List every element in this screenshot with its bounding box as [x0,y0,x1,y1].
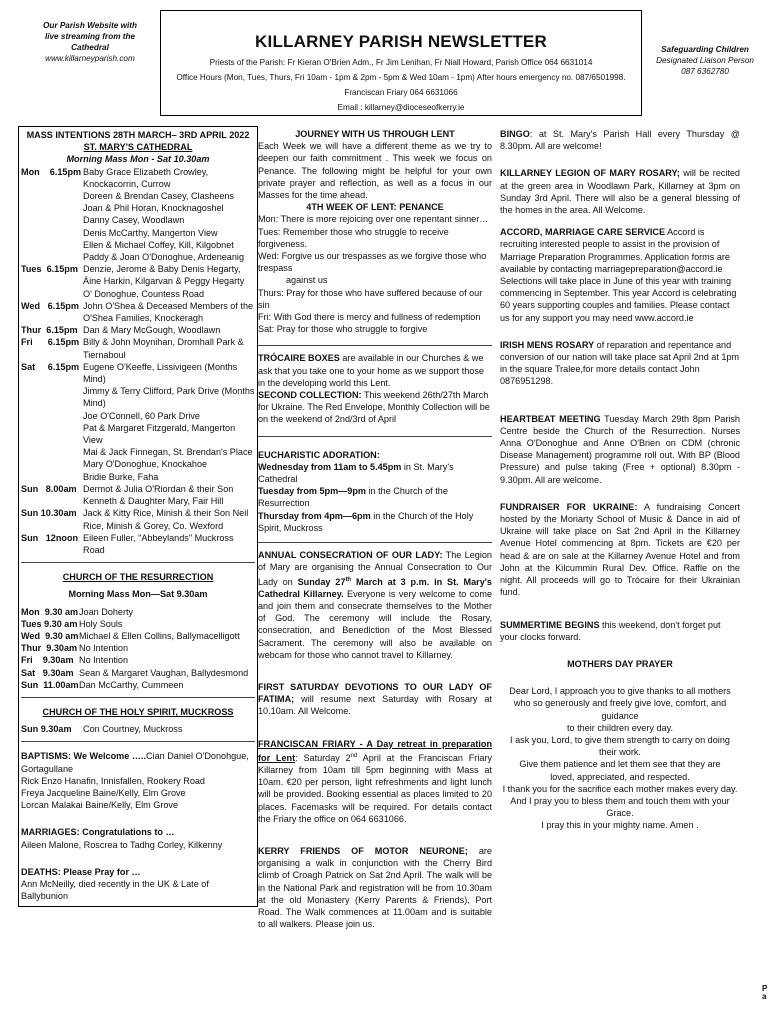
week-title: 4TH WEEK OF LENT: PENANCE [306,202,444,213]
mass-time: Fri 6.15pm [21,337,80,348]
mass-time [21,202,83,214]
email-line[interactable]: Email : killarney@dioceseofkerry.ie [337,103,465,112]
cathedral-subheading: Morning Mass Mon - Sat 10.30am [66,154,210,165]
prayer-line: loved, appreciated, and respected. [550,771,690,782]
mass-time [21,214,83,226]
mass-intention: Con Courtney, Muckross [83,724,183,735]
mass-intention: Eugene O'Keeffe, Lissivigeen (Months Mind) [83,361,238,385]
mass-intention: John O'Shea & Deceased Members of the O'Shea Families, Knockeragh [83,300,254,324]
resurrection-subheading: Morning Mass Mon—Sat 9.30am [68,589,208,600]
consecration-march: March at 3 p.m. in St. Mary's Cathedral Killarney. [258,576,492,599]
mass-title: MASS INTENTIONS 28TH MARCH– 3RD APRIL 2022 [26,130,250,140]
website-note [20,20,160,64]
baptism-3: Freya Jacqueline Baine/Kelly, Elm Grove [21,787,186,798]
list-item [21,202,255,214]
mass-time: Sun 10.30am [21,508,77,519]
euch-1-time: Wednesday from 11am to 5.45pm [258,461,402,472]
irish-rosary-label: IRISH MENS ROSARY [500,339,595,350]
baptism-1: Cian Daniel O'Donohgue, Gortagullane [21,751,249,774]
list-item [21,606,255,618]
safeguarding-phone: 087 6362780 [681,67,729,76]
mass-time: Wed 9.30 am [21,630,79,641]
list-item [21,458,255,470]
mass-intention: Jimmy & Terry Clifford, Park Drive (Months Mind) [83,386,255,409]
journey-title: JOURNEY WITH US THROUGH LENT [295,129,455,139]
mass-time: Tues 6.15pm [21,264,78,275]
irish-rosary-text: of reparation and repentance and conversion of our nation will take place sat April 2nd at 1pm in the square Tralee,for more details contact John 0876951298. [500,339,740,387]
mass-intention: Ellen & Michael Coffey, Kill, Kilgobnet [83,239,234,250]
safeguarding-title: Safeguarding Children [661,45,749,54]
friary-sup: nd [350,752,358,759]
marriage-1: Aileen Malone, Roscrea to Tadhg Corley, Kilkenny [21,839,223,850]
motor-neurone-label: KERRY FRIENDS OF MOTOR NEURONE; [258,846,468,857]
legion-text: will be recited at the green area in Woodlawn Park, Killarney at 3pm on Sunday 3rd April. There will also be a general blessing of the homes in the area. All Welcome. [500,168,740,216]
accord-text: Accord is recruiting interested people to assist in the provision of Marriage Preparation Programmes. Application forms are available by contacting marriagepreparation@accord.ie Selections will take place in June of this year with training commencing in September. This year Accord is celebrating 60 years supporting couples and families. Please contact us for any support you may need www.accord.ie [500,227,737,323]
mass-intention: Denzie, Jerome & Baby Denis Hegarty, Áine Harkin, Kilgarvan & Peggy Hegarty O' Donoghue, Countess Road [83,264,245,299]
list-item [21,410,255,422]
list-item [21,214,255,226]
mass-intention: Dermot & Julia O'Riordan & their Son Kenneth & Daughter Mary, Fair Hill [83,483,234,507]
mass-time: Fri 9.30am [21,655,74,666]
theme-fri: Fri: With God there is mercy and fullness of redemption [258,312,481,323]
consecration-text-1: The Legion of Mary are organising the Annual Consecration to Our Lady on [258,550,492,587]
mass-time [21,190,83,202]
mass-time: Thur 9.30am [21,643,78,654]
accord-label: ACCORD, MARRIAGE CARE SERVICE [500,227,666,238]
safeguarding-role: Designated Liaison Person [656,56,754,65]
list-item [21,324,255,336]
journey-text: Each Week we will have a different theme as we try to deepen our faith commitment . This week we focus on Penance. The following might be helpful for your own private prayer and reflection, as well as a focus in our Masses for the time ahead. [258,141,492,201]
prayer-title: MOTHERS DAY PRAYER [567,658,673,669]
mass-time [21,227,83,239]
mass-intention: Danny Casey, Woodlawn [83,215,185,226]
mass-intention: Mai & Jack Finnegan, St. Brendan's Place [83,447,253,458]
safeguarding-note [650,44,760,77]
holy-spirit-heading: CHURCH OF THE HOLY SPIRIT, MUCKROSS [42,706,234,717]
prayer-line: I ask you, Lord, to give them strength to carry on doing their work. [510,734,730,758]
summertime-text: this weekend, don't forget put your clocks forward. [500,619,721,642]
fatima-label: FIRST SATURDAY DEVOTIONS TO OUR LADY OF FATIMA; [258,681,492,705]
prayer-line: Dear Lord, I approach you to give thanks to all mothers [509,686,731,697]
trocaire-label: TRÓCAIRE BOXES [258,353,340,364]
mass-intention: Dan & Mary McGough, Woodlawn [83,325,221,336]
list-item [21,630,255,642]
theme-thurs: Thurs: Pray for those who have suffered because of our sin [258,287,483,310]
summertime-label: SUMMERTIME BEGINS [500,619,600,630]
death-1: Ann McNeilly, died recently in the UK & Late of Ballybunion [21,878,209,902]
list-item [21,723,255,735]
ukraine-label: FUNDRAISER FOR UKRAINE: [500,501,638,512]
mass-time: Mon 9.30 am [21,606,79,617]
resurrection-heading: CHURCH OF THE RESURRECTION [62,572,214,583]
bingo-text: : at St. Mary's Parish Hall every Thursday @ 8.30pm. All are welcome! [500,129,740,152]
mass-intention: Billy & John Moynihan, Dromhall Park & Tiernaboul [83,337,244,360]
website-line-1: Our Parish Website with [42,21,138,30]
mass-time [21,471,83,483]
list-item [21,239,255,251]
mass-intention: Baby Grace Elizabeth Crowley, Knockacorrin, Currow [83,166,209,189]
baptism-2: Rick Enzo Hanafin, Innisfallen, Rookery Road [21,775,205,786]
list-item [21,251,255,263]
mass-intention: Joan & Phil Horan, Knocknagoshel [83,203,224,214]
mass-time [21,422,83,446]
mass-time [21,458,83,470]
heartbeat-label: HEARTBEAT MEETING [500,413,601,424]
priests-line: Priests of the Parish: Fr Kieran O'Brien Adm., Fr Jim Lenihan, Fr Niall Howard, Parish Office 064 6631014 [209,58,593,67]
list-item [21,422,255,446]
fatima-text: will resume next Saturday with Rosary at 10.10am. All Welcome. [258,694,492,717]
list-item [21,166,255,190]
mass-intention: Sean & Margaret Vaughan, Ballydesmond [79,667,249,678]
list-item [21,667,255,679]
mass-intention: Paddy & Joan O'Donoghue, Ardeneanig [83,252,244,263]
legion-label: KILLARNEY LEGION OF MARY ROSARY; [500,168,680,179]
mass-time: Sat 6.15pm [21,361,80,372]
list-item [21,483,255,507]
list-item [21,532,255,556]
prayer-line: to their children every day. [567,722,673,733]
euch-3-time: Thursday from 4pm—6pm [258,510,371,521]
cathedral-heading: ST. MARY'S CATHEDRAL [83,142,193,153]
list-item [21,642,255,654]
mass-intentions-column [18,126,258,907]
middle-column [258,128,492,930]
list-item [21,227,255,239]
consecration-date: Sunday 27 [297,576,346,587]
eucharistic-label: EUCHARISTIC ADORATION: [258,449,380,460]
mass-time: Wed 6.15pm [21,300,79,311]
edge-fragment: P a [762,984,768,1001]
prayer-line: Give them patience and let them see that they are [519,759,721,770]
prayer-line: I thank you for the sacrifice each mother makes every day. [502,783,738,794]
mass-intention: Doreen & Brendan Casey, Clasheens [83,191,234,202]
mass-time: Sun 12noon [21,532,79,543]
list-item [21,507,255,531]
mass-intention: Mary O'Donoghue, Knockahoe [83,459,208,470]
friary-text-1: : Saturday 2 [295,752,351,763]
euch-2-place: in the Church of the Resurrection [258,486,448,509]
mass-intention: Jack & Kitty Rice, Minish & their Son Neil Rice, Minish & Gorey, Co. Wexford [83,508,249,531]
ukraine-text: A fundraising Concert hosted by the Moriarty School of Music & Dance in aid of Ukraine will take place on Sat 2nd April in the Killarney Avenue Hotel commencing at 8pm. Tickets are €20 per head & are on sale at the Killarney Avenue Hotel and from John at the Kilcummin Rural Dev. Office. Raffle on the night. All proceeds will go to Trócaire for their Ukrainian fund. [500,501,740,598]
mass-intention: No Intention [79,655,129,666]
theme-tues: Tues: Remember those who struggle to receive forgiveness. [258,226,449,249]
mass-intention: Joe O'Connell, 60 Park Drive [83,410,200,421]
consecration-label: ANNUAL CONSECRATION OF OUR LADY: [258,550,443,561]
website-url[interactable]: www.killarneyparish.com [45,54,135,63]
theme-mon: Mon: There is more rejoicing over one repentant sinner… [258,214,489,225]
mass-time [21,446,83,458]
mass-intention: Holy Souls [79,618,123,629]
consecration-sup: th [345,576,352,583]
mass-time [21,410,83,422]
trocaire-text: are available in our Churches & we ask that you take one to your home as we support those in the developing world this Lent. [258,353,484,388]
mass-time: Sun 8.00am [21,483,77,494]
theme-wed-2: against us [286,275,328,286]
second-collection-label: SECOND COLLECTION: [258,390,362,401]
prayer-line: And I pray you to bless them and touch them with your Grace. [510,795,730,819]
prayer-line: who so generously and freely give love, comfort, and guidance [513,698,727,721]
mass-intention: Pat & Margaret Fitzgerald, Mangerton View [83,422,236,446]
mass-time [21,251,83,263]
list-item [21,654,255,666]
mass-intention: Michael & Ellen Collins, Ballymacelligott [79,630,240,641]
list-item [21,385,255,409]
friary-text-2: April at the Franciscan Friary Killarney from 10am till 5pm beginning with Mass at 10am. €20 per person, light refreshments and light lunch will be provided. Booking essential as places limited to 20 places. Facemasks will be required. For details contact the Friary the office on 064 6631066. [258,752,492,824]
prayer-line: I pray this in your mighty name. Amen . [541,820,699,831]
resurrection-intentions [21,606,255,691]
mass-intention: Joan Doherty [79,606,134,617]
second-collection-text: This weekend 26th/27th March for Ukraine. The Red Envelope, Monthly Collection will be on the weekend of 2nd/3rd of April [258,390,490,425]
mass-time: Sun 9.30am [21,724,72,735]
page-title: KILLARNEY PARISH NEWSLETTER [255,32,547,51]
mass-intention: Bridie Burke, Faha [83,471,159,482]
website-line-2: live streaming from the [44,32,136,41]
theme-sat: Sat: Pray for those who struggle to forgive [258,324,428,335]
website-line-3: Cathedral [71,43,109,52]
mothers-day-prayer [500,685,740,831]
mass-time: Mon 6.15pm [21,166,82,177]
mass-intention: Dan McCarthy, Cummeen [79,679,184,690]
deaths-label: DEATHS: Please Pray for … [21,866,141,877]
list-item [21,300,255,324]
list-item [21,471,255,483]
baptism-4: Lorcan Malakai Baine/Kelly, Elm Grove [21,800,179,811]
heartbeat-text: Tuesday March 29th 8pm Parish Centre beside the Church of the Resurrection. Nurses Anna O'Donoghue and Anne O'Brien on CDM (chronic Disease Management) programme roll out. With BP (Blood Pressure) and pulse taking (Free + optional) 8.30pm - 9.30pm. All are welcome. [500,413,740,485]
newsletter-header [160,10,642,116]
list-item [21,336,255,360]
euch-2-time: Tuesday from 5pm—9pm [258,486,366,497]
list-item [21,263,255,300]
list-item [21,618,255,630]
list-item [21,679,255,691]
mass-intention: Eileen Fuller, "Abbeylands" Muckross Road [83,532,234,555]
mass-time: Tues 9.30 am [21,618,78,629]
theme-wed: Wed: Forgive us our trespasses as we forgive those who trespass [258,251,487,274]
list-item [21,446,255,458]
mass-time [21,239,83,251]
marriages-label: MARRIAGES: Congratulations to … [21,827,175,838]
cathedral-intentions [21,166,255,557]
mass-intention: Denis McCarthy, Mangerton View [83,227,218,238]
mass-time: Sat 9.30am [21,667,74,678]
list-item [21,361,255,385]
mass-intention: No Intention [79,643,129,654]
baptisms-label: BAPTISMS: We Welcome ….. [21,751,146,762]
mass-time: Sun 11.00am [21,679,79,690]
euch-3-place: in the Church of the Holy Spirit, Muckross [258,510,474,533]
motor-neurone-text: are organising a walk in conjunction with the Cherry Bird climb of Croagh Patrick on Sat 2nd April. The walk will be in the National Park and registration will be from 10.30am at the old Monastery (Kerry Parents & Friends), Port Road. The Walk commences at 11.00am and is suitable to all walkers. Please join us. [258,846,492,930]
mass-time [21,385,83,409]
consecration-text-2: Everyone is very welcome to come and join them and consecrate themselves to the Mother of God. The ceremony will include the Rosary, consecration, and Benediction of the Most Blessed Sacrament. The ceremony will also be available on webcam for those who cannot travel to Killarney. [258,588,492,660]
office-hours: Office Hours (Mon, Tues, Thurs, Fri 10am - 1pm & 2pm - 5pm & Wed 10am - 1pm) After hours emergency no. 087/6501998. Franciscan Friary 064 6631066 [176,73,626,97]
bingo-label: BINGO [500,129,530,139]
mass-time: Thur 6.15pm [21,325,78,336]
right-column [500,128,740,832]
friary-label: FRANCISCAN FRIARY - A Day retreat in preparation for Lent [258,738,492,763]
euch-1-place: in St. Mary's Cathedral [258,461,454,485]
list-item [21,190,255,202]
